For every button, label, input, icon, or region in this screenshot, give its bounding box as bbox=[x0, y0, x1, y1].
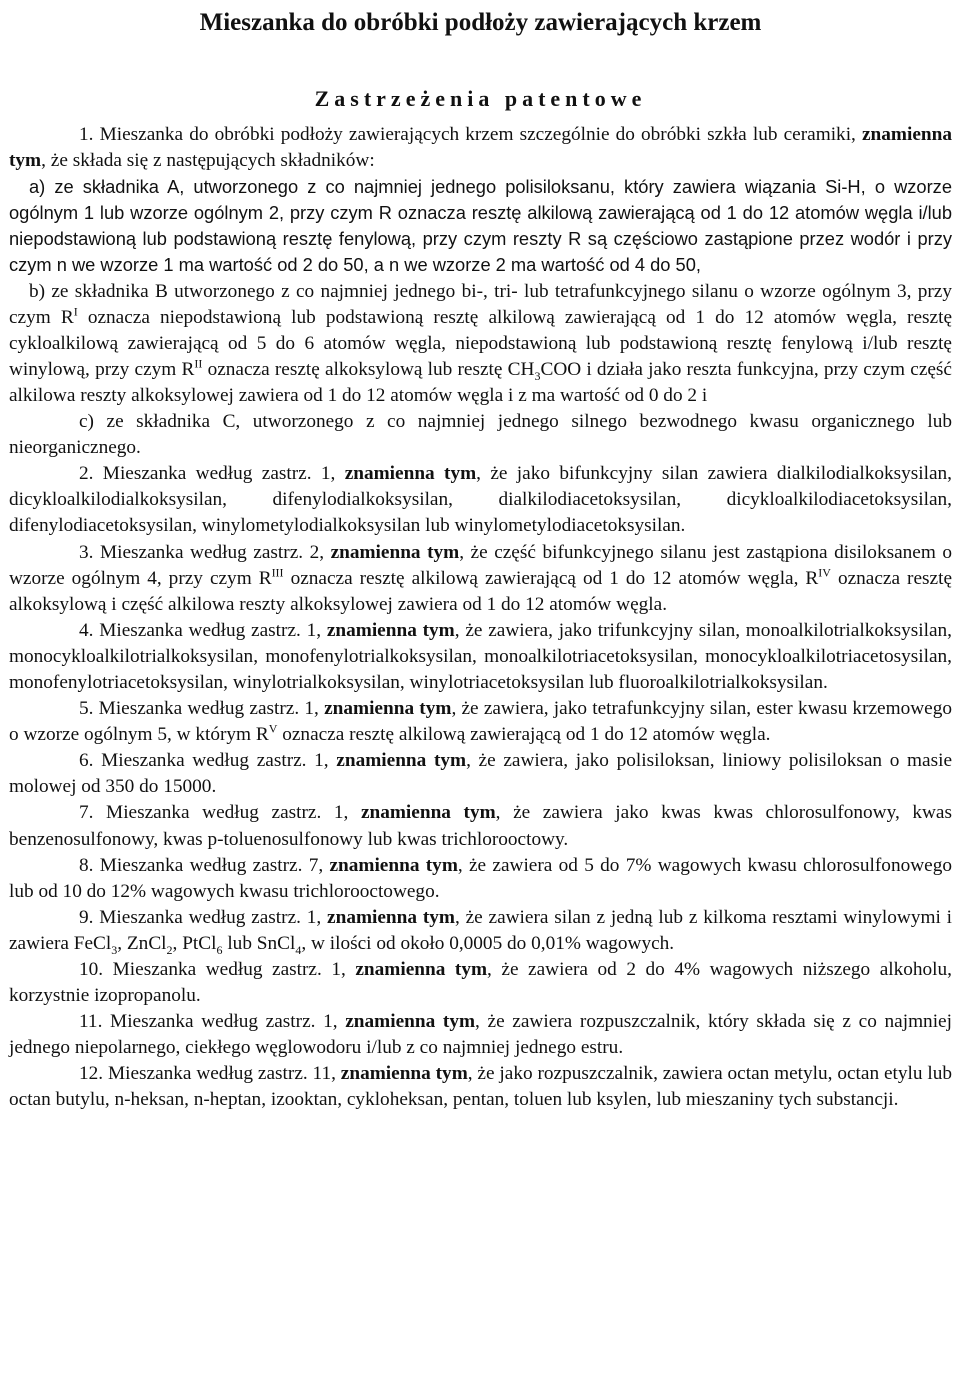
claim-10: 10. Mieszanka według zastrz. 1, znamienna tym, że zawiera od 2 do 4% wagowych niższego alkoholu, korzystnie izopropanolu. bbox=[9, 959, 952, 1007]
claim-1-item-b: b) ze składnika B utworzonego z co najmniej jednego bi-, tri- lub tetrafunkcyjnego silanu o wzorze ogólnym 3, przy czym $R^I$ oznacza niepodstawioną lub podstawioną resztę alkilową zawierającą od 1 do 12 atomów węgla, resztę cykloalkilową zawierającą od 5 do 6 atomów węgla, niepodstawioną lub podstawioną resztę fenylową i/lub resztę winylową, przy czym $R^{II}$ oznacza resztę alkoksylową lub resztę $CH_3COO$ i działa jako reszta funkcyjna, przy czym część alkilowa reszty alkoksylowej zawiera od 1 do 12 atomów węgla i z ma wartość od 0 do 2 i bbox=[9, 280, 952, 406]
keyword: znamienna tym bbox=[9, 124, 952, 172]
claim-6: 6. Mieszanka według zastrz. 1, znamienna tym, że zawiera, jako polisiloksan, liniowy polisiloksan o masie molowej od 350 do 15000. bbox=[9, 750, 953, 798]
keyword: znamienna tym bbox=[326, 619, 455, 641]
claim-12: 12. Mieszanka według zastrz. 11, znamienna tym, że jako rozpuszczalnik, zawiera octan metylu, octan etylu lub octan butylu, n-heksan, n-heptan, izooktan, cykloheksan, pentan, toluen lub ksylen, lub mieszaniny tych substancji. bbox=[9, 1063, 952, 1111]
keyword: znamienna tym bbox=[327, 906, 455, 928]
keyword: znamienna tym bbox=[330, 541, 460, 563]
section-heading: Zastrzeżenia patentowe bbox=[314, 86, 647, 111]
claim-8: 8. Mieszanka według zastrz. 7, znamienna tym, że zawiera od 5 do 7% wagowych kwasu chlorosulfonowego lub od 10 do 12% wagowych kwasu trichlorooctowego. bbox=[9, 854, 952, 902]
claim-2: 2. Mieszanka według zastrz. 1, znamienna tym, że jako bifunkcyjny silan zawiera dialkilodialkoksysilan, dicykloalkilodialkoksysilan, difenylodialkoksysilan, dialkilodiacetoksysilan, dicykloalkilodiacetoksysilan, difenylodiacetoksysilan, winylometylodialkoksysilan lub winylometylodiacetoksysilan. bbox=[9, 463, 952, 537]
keyword: znamienna tym bbox=[340, 1063, 468, 1085]
keyword: znamienna tym bbox=[344, 463, 477, 485]
keyword: znamienna tym bbox=[324, 698, 452, 720]
claim-1-item-c: c) ze składnika C, utworzonego z co najmniej jednego silnego bezwodnego kwasu organicznego lub nieorganicznego. bbox=[9, 411, 952, 459]
claim-11: 11. Mieszanka według zastrz. 1, znamienna tym, że zawiera rozpuszczalnik, który składa się z co najmniej jednego niepolarnego, ciekłego węglowodoru i/lub z co najmniej jednego estru. bbox=[9, 1011, 952, 1059]
document-title: Mieszanka do obróbki podłoży zawierających krzem bbox=[199, 9, 762, 36]
claim-1-item-a: a) ze składnika A, utworzonego z co najmniej jednego polisiloksanu, który zawiera wiązania Si-H, o wzorze ogólnym 1 lub wzorze ogólnym 2, przy czym R oznacza resztę alkilową zawierającą od 1 do 12 atomów węgla i/lub niepodstawioną lub podstawioną resztę fenylową, przy czym reszty R są częściowo zastąpione przez wodór i przy czym n we wzorze 1 ma wartość od 2 do 50, a n we wzorze 2 ma wartość od 4 do 50, bbox=[9, 176, 952, 276]
claim-5: 5. Mieszanka według zastrz. 1, znamienna tym, że zawiera, jako tetrafunkcyjny silan, ester kwasu krzemowego o wzorze ogólnym 5, w którym $R^V$ oznacza resztę alkilową zawierającą od 1 do 12 atomów węgla. bbox=[9, 698, 953, 746]
claim-3: 3. Mieszanka według zastrz. 2, znamienna tym, że część bifunkcyjnego silanu jest zastąpiona disiloksanem o wzorze ogólnym 4, przy czym $R^{III}$ oznacza resztę alkilową zawierającą od 1 do 12 atomów węgla, $R^{IV}$ oznacza resztę alkoksylową i część alkilowa reszty alkoksylowej zawiera od 1 do 12 atomów węgla. bbox=[9, 541, 953, 615]
claim-1: 1. Mieszanka do obróbki podłoży zawierających krzem szczególnie do obróbki szkła lub ceramiki, znamienna tym, że składa się z następujących składników: bbox=[9, 124, 952, 172]
keyword: znamienna tym bbox=[336, 750, 467, 772]
keyword: znamienna tym bbox=[329, 854, 458, 876]
keyword: znamienna tym bbox=[360, 802, 496, 824]
keyword: znamienna tym bbox=[355, 959, 488, 980]
claim-4: 4. Mieszanka według zastrz. 1, znamienna tym, że zawiera, jako trifunkcyjny silan, monoalkilotrialkoksysilan, monocykloalkilotrialkoksysilan, monofenylotrialkoksysilan, monoalkilotriacetoksysilan, monocykloalkilotriacetosysilan, monofenylotriacetoksysilan, winylotrialkoksysilan, winylotriacetoksysilan lub fluoroalkilotrialkoksysilan. bbox=[9, 619, 952, 693]
claims-list bbox=[9, 122, 952, 1114]
claim-7: 7. Mieszanka według zastrz. 1, znamienna tym, że zawiera jako kwas kwas chlorosulfonowy, kwas benzenosulfonowy, kwas p-toluenosulfonowy lub kwas trichlorooctowy. bbox=[9, 802, 952, 850]
keyword: znamienna tym bbox=[345, 1011, 476, 1033]
claim-9: 9. Mieszanka według zastrz. 1, znamienna tym, że zawiera silan z jedną lub z kilkoma resztami winylowymi i zawiera FeCl$_3$, ZnCl$_2$, PtCl$_6$ lub SnCl$_4$, w ilości od około 0,0005 do 0,01% wagowych. bbox=[9, 906, 952, 957]
